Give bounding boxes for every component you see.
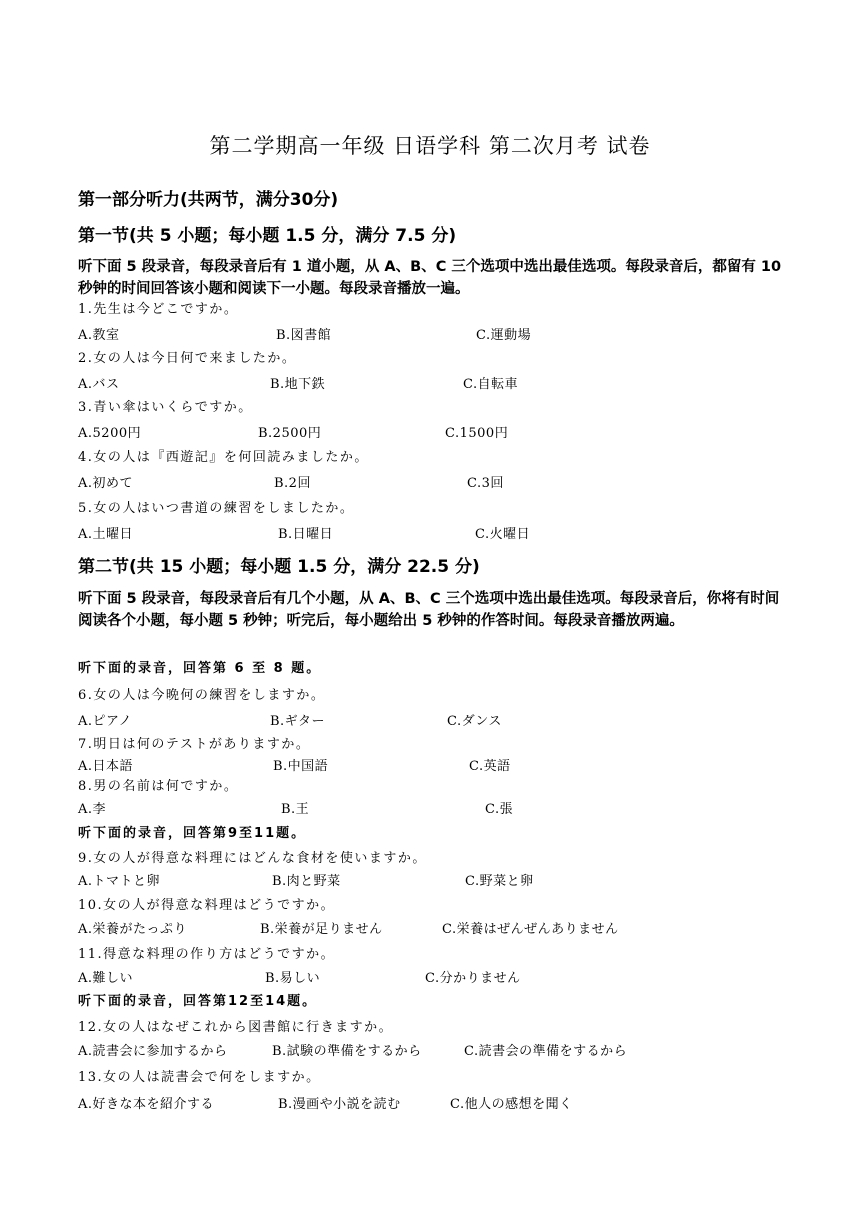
option-1a: A.教室 (78, 328, 120, 343)
option-5a: A.土曜日 (78, 527, 134, 542)
option-7a: A.日本語 (78, 759, 134, 774)
question-9: 9.女の人が得意な料理にはどんな食材を使いますか。 (78, 851, 427, 866)
option-8a: A.李 (78, 802, 107, 817)
question-7: 7.明日は何のテストがありますか。 (78, 737, 311, 752)
option-3b: B.2500円 (258, 426, 322, 441)
section2-instruction: 听下面 5 段录音，每段录音后有几个小题，从 A、B、C 三个选项中选出最佳选项。每段录音后，你将有时间阅读各个小题，每小题 5 秒钟；听完后，每小题给出 5 秒钟的作答时间。每段录音播放两遍。 (78, 591, 780, 629)
option-11c: C.分かりません (425, 971, 521, 986)
option-12c: C.読書会の準備をするから (464, 1044, 628, 1059)
option-2a: A.バス (78, 377, 120, 392)
option-4a: A.初めて (78, 476, 134, 491)
option-10c: C.栄養はぜんぜんありません (442, 922, 619, 937)
question-13: 13.女の人は読書会で何をしますか。 (78, 1070, 321, 1085)
option-2b: B.地下鉄 (270, 377, 326, 392)
option-9c: C.野菜と卵 (465, 874, 534, 889)
option-10a: A.栄養がたっぷり (78, 922, 188, 937)
option-10b: B.栄養が足りません (260, 922, 383, 937)
question-12: 12.女の人はなぜこれから図書館に行きますか。 (78, 1020, 394, 1035)
question-3: 3.青い傘はいくらですか。 (78, 400, 253, 415)
option-1b: B.図書館 (276, 328, 332, 343)
question-8: 8.男の名前は何ですか。 (78, 779, 239, 794)
option-9a: A.トマトと卵 (78, 874, 161, 889)
question-1: 1.先生は今どこですか。 (78, 302, 239, 317)
section1-heading: 第一节(共 5 小题；每小题 1.5 分，满分 7.5 分) (78, 226, 457, 246)
option-11b: B.易しい (265, 971, 321, 986)
question-6: 6.女の人は今晩何の練習をしますか。 (78, 688, 326, 703)
option-7c: C.英語 (469, 759, 511, 774)
section1-instruction: 听下面 5 段录音，每段录音后有 1 道小题，从 A、B、C 三个选项中选出最佳选项。每段录音后，都留有 10 秒钟的时间回答该小题和阅读下一小题。每段录音播放一遍。 (78, 259, 782, 297)
question-4: 4.女の人は『西遊記』を何回読みましたか。 (78, 450, 369, 465)
question-11: 11.得意な料理の作り方はどうですか。 (78, 947, 336, 962)
option-6c: C.ダンス (447, 714, 502, 729)
option-13c: C.他人の感想を聞く (450, 1097, 573, 1112)
question-5: 5.女の人はいつ書道の練習をしましたか。 (78, 501, 355, 516)
section2-heading: 第二节(共 15 小题；每小题 1.5 分，满分 22.5 分) (78, 557, 480, 577)
part1-heading: 第一部分听力(共两节，满分30分) (78, 190, 339, 210)
question-2: 2.女の人は今日何で来ましたか。 (78, 351, 297, 366)
option-13a: A.好きな本を紹介する (78, 1097, 215, 1112)
group-heading-9-11: 听下面的录音，回答第9至11题。 (78, 826, 307, 841)
question-10: 10.女の人が得意な料理はどうですか。 (78, 898, 336, 913)
option-3a: A.5200円 (78, 426, 142, 441)
option-6b: B.ギター (270, 714, 326, 729)
option-4c: C.3回 (467, 476, 504, 491)
option-8b: B.王 (281, 802, 310, 817)
option-13b: B.漫画や小説を読む (278, 1097, 401, 1112)
option-8c: C.張 (485, 802, 514, 817)
page-title: 第二学期高一年级 日语学科 第二次月考 试卷 (209, 134, 651, 158)
option-3c: C.1500円 (445, 426, 509, 441)
option-7b: B.中国語 (273, 759, 329, 774)
option-12b: B.試験の準備をするから (272, 1044, 422, 1059)
option-6a: A.ピアノ (78, 714, 132, 729)
group-heading-12-14: 听下面的录音，回答第12至14题。 (78, 994, 318, 1009)
group-heading-6-8: 听下面的录音，回答第 6 至 8 题。 (78, 661, 322, 676)
option-5c: C.火曜日 (475, 527, 531, 542)
option-12a: A.読書会に参加するから (78, 1044, 228, 1059)
option-9b: B.肉と野菜 (272, 874, 341, 889)
option-4b: B.2回 (274, 476, 311, 491)
option-5b: B.日曜日 (278, 527, 334, 542)
option-11a: A.難しい (78, 971, 134, 986)
option-2c: C.自転車 (463, 377, 519, 392)
option-1c: C.運動場 (476, 328, 532, 343)
